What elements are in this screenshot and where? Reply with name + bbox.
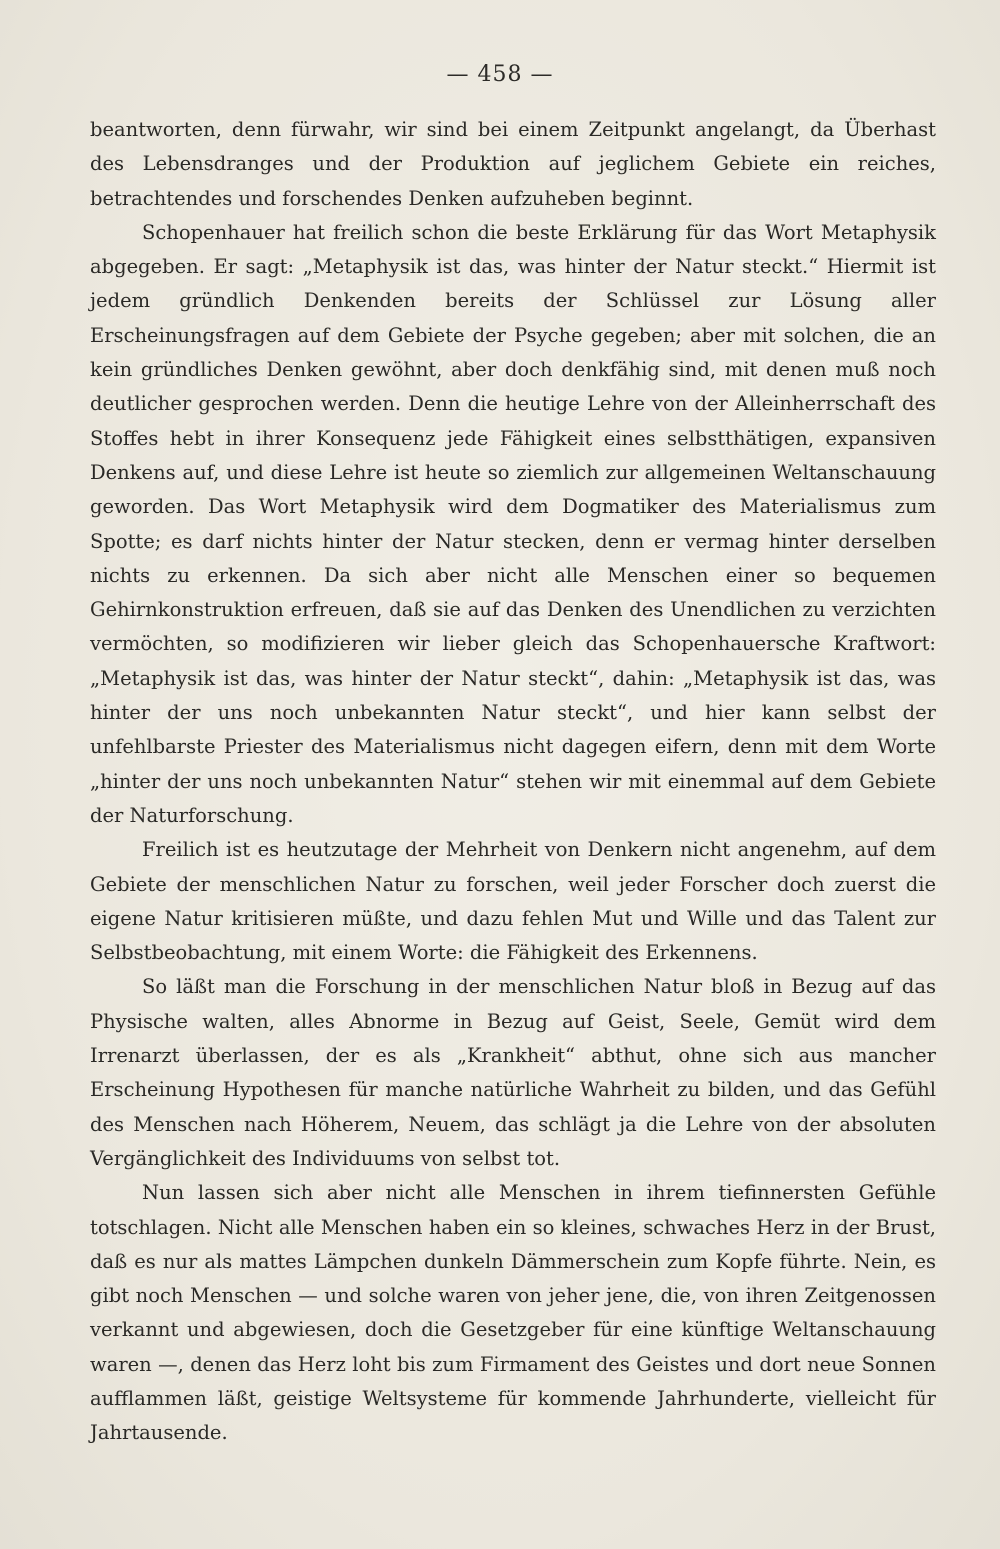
page-number: — 458 — — [446, 62, 554, 87]
paragraph-schopenhauer: Schopenhauer hat freilich schon die beste Erklärung für das Wort Metaphysik abgegeben. Er sagt: „Metaphysik ist das, was hinter der Natur steckt.“ Hiermit ist jedem gründlich Denkenden bereits der Schlüssel zur Lösung aller Erscheinungsfragen auf dem Gebiete der Psyche gegeben; aber mit solchen, die an kein gründliches Denken gewöhnt, aber doch denkfähig sind, mit denen muß noch deutlicher gesprochen werden. Denn die heutige Lehre von der Alleinherrschaft des Stoffes hebt in ihrer Konsequenz jede Fähigkeit eines selbstthätigen, expansiven Denkens auf, und diese Lehre ist heute so ziemlich zur allgemeinen Weltanschauung geworden. Das Wort Metaphysik wird dem Dogmatiker des Materialismus zum Spotte; es darf nichts hinter der Natur stecken, denn er vermag hinter derselben nichts zu erkennen. Da sich aber nicht alle Menschen einer so bequemen Gehirnkonstruktion erfreuen, daß sie auf das Denken des Unendlichen zu verzichten vermöchten, so modifizieren wir lieber gleich das Schopenhauersche Kraftwort: „Metaphysik ist das, was hinter der Natur steckt“, dahin: „Metaphysik ist das, was hinter der uns noch unbekannten Natur steckt“, und hier kann selbst der unfehlbarste Priester des Materialismus nicht dagegen eifern, denn mit dem Worte „hinter der uns noch unbekannten Natur“ stehen wir mit einemmal auf dem Gebiete der Naturforschung. — [90, 220, 936, 827]
paragraph-forschung: So läßt man die Forschung in der menschlichen Natur bloß in Bezug auf das Physische walten, alles Abnorme in Bezug auf Geist, Seele, Gemüt wird dem Irrenarzt überlassen, der es als „Krankheit“ abthut, ohne sich aus mancher Erscheinung Hypothesen für manche natürliche Wahrheit zu bilden, und das Gefühl des Menschen nach Höherem, Neuem, das schlägt ja die Lehre von der absoluten Vergänglichkeit des Individuums von selbst tot. — [90, 975, 936, 1170]
paragraph-menschen: Nun lassen sich aber nicht alle Menschen in ihrem tiefinnersten Gefühle totschlagen. Nicht alle Menschen haben ein so kleines, schwaches Herz in der Brust, daß es nur als mattes Lämpchen dunkeln Dämmerschein zum Kopfe führte. Nein, es gibt noch Menschen — und solche waren von jeher jene, die, von ihren Zeitgenossen verkannt und abgewiesen, doch die Gesetzgeber für eine künftige Weltanschauung waren —, denen das Herz loht bis zum Firmament des Geistes und dort neue Sonnen aufflammen läßt, geistige Weltsysteme für kommende Jahrhunderte, vielleicht für Jahrtausende. — [90, 1181, 936, 1445]
paragraph-continuation: beantworten, denn fürwahr, wir sind bei einem Zeitpunkt angelangt, da Überhast des Lebensdranges und der Produktion auf jeglichem Gebiete ein reiches, betrachtendes und forschendes Denken aufzuheben beginnt. — [90, 118, 936, 210]
paragraph-freilich: Freilich ist es heutzutage der Mehrheit von Denkern nicht angenehm, auf dem Gebiete der menschlichen Natur zu forschen, weil jeder Forscher doch zuerst die eigene Natur kritisieren müßte, und dazu fehlen Mut und Wille und das Talent zur Selbstbeobachtung, mit einem Worte: die Fähigkeit des Erkennens. — [90, 838, 936, 965]
body-text — [90, 113, 936, 1451]
